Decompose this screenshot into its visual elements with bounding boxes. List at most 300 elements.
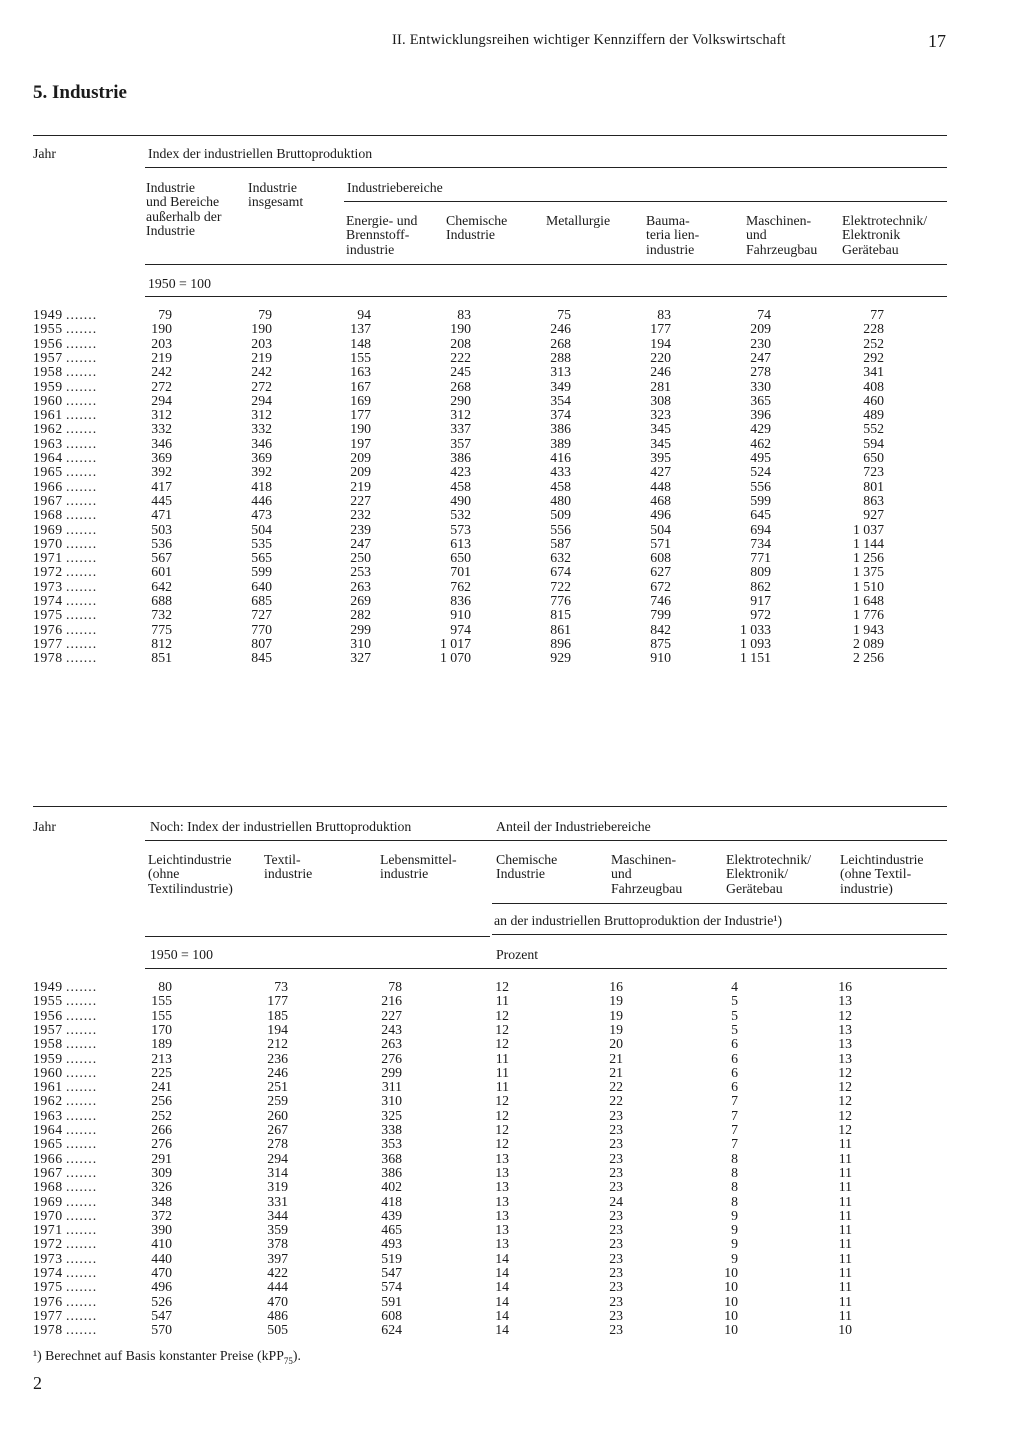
value-cell: 346: [251, 435, 272, 451]
value-cell: 219: [350, 478, 371, 494]
value-cell: 12: [838, 1079, 852, 1095]
value-cell: 189: [151, 1036, 172, 1052]
value-cell: 230: [750, 335, 771, 351]
value-cell: 624: [381, 1322, 402, 1338]
value-cell: 203: [151, 335, 172, 351]
value-cell: 194: [650, 335, 671, 351]
value-cell: 12: [838, 1107, 852, 1123]
value-cell: 11: [838, 1236, 852, 1252]
value-cell: 23: [609, 1279, 623, 1295]
table1-col-baumaterial: Bauma- teria lien- industrie: [646, 213, 700, 257]
leader-dots: .......: [66, 1279, 98, 1295]
value-cell: 11: [838, 1207, 852, 1223]
value-cell: 389: [550, 435, 571, 451]
value-cell: 299: [381, 1064, 402, 1080]
leader-dots: .......: [66, 450, 98, 465]
leader-dots: .......: [66, 1179, 98, 1195]
value-cell: 547: [151, 1307, 172, 1323]
table1-row: [0, 494, 1024, 508]
value-cell: 232: [350, 507, 371, 523]
value-cell: 910: [450, 607, 471, 623]
value-cell: 722: [550, 578, 571, 594]
value-cell: 272: [151, 378, 172, 394]
value-cell: 5: [731, 1021, 738, 1037]
value-cell: 291: [151, 1150, 172, 1166]
value-cell: 13: [495, 1150, 509, 1166]
value-cell: 219: [251, 349, 272, 365]
value-cell: 1 943: [852, 621, 884, 637]
table1-unit-rule: [145, 296, 947, 297]
table2-row: [0, 1280, 1024, 1294]
value-cell: 354: [550, 392, 571, 408]
value-cell: 1 144: [852, 535, 884, 551]
value-cell: 440: [151, 1250, 172, 1266]
footnote: [33, 1348, 301, 1366]
year-cell: 1955: [33, 993, 63, 1009]
leader-dots: .......: [66, 1193, 98, 1209]
page-number: 17: [928, 31, 946, 51]
table2-row: [0, 980, 1024, 994]
footnote-text: ¹) Berechnet auf Basis konstanter Preise (kPP: [33, 1348, 284, 1363]
value-cell: 208: [450, 335, 471, 351]
value-cell: 465: [381, 1222, 402, 1238]
year-cell: 1970: [33, 1207, 63, 1223]
value-cell: 23: [609, 1122, 623, 1137]
value-cell: 1 037: [852, 521, 884, 537]
value-cell: 672: [650, 578, 671, 594]
value-cell: 11: [838, 1279, 852, 1295]
leader-dots: .......: [66, 421, 98, 437]
value-cell: 851: [151, 650, 172, 666]
year-cell: 1967: [33, 492, 63, 508]
value-cell: 565: [251, 550, 272, 566]
value-cell: 9: [731, 1250, 738, 1266]
table2-group-left-title: Noch: Index der industriellen Bruttoproduktion: [150, 819, 412, 834]
value-cell: 1 256: [852, 550, 884, 566]
value-cell: 326: [151, 1179, 172, 1195]
value-cell: 219: [151, 349, 172, 365]
table2-row: [0, 1023, 1024, 1037]
value-cell: 486: [267, 1307, 288, 1323]
leader-dots: .......: [66, 993, 98, 1009]
table2-col-leichtindustrie-anteil: Leichtindustrie (ohne Textil- industrie): [840, 852, 924, 896]
value-cell: 861: [550, 621, 571, 637]
table1-group-rule: [145, 167, 947, 168]
value-cell: 505: [267, 1322, 288, 1338]
leader-dots: .......: [66, 1150, 98, 1166]
year-cell: 1958: [33, 364, 63, 380]
year-cell: 1957: [33, 349, 63, 365]
value-cell: 567: [151, 550, 172, 566]
year-cell: 1965: [33, 1136, 63, 1152]
value-cell: 694: [750, 521, 771, 537]
value-cell: 23: [609, 1222, 623, 1238]
year-cell: 1966: [33, 1150, 63, 1166]
table1-col-metallurgie: Metallurgie: [546, 213, 611, 228]
table2-row: [0, 1323, 1024, 1337]
value-cell: 220: [650, 349, 671, 365]
value-cell: 519: [381, 1250, 402, 1266]
table1-row: [0, 408, 1024, 422]
value-cell: 13: [838, 993, 852, 1009]
value-cell: 23: [609, 1236, 623, 1252]
leader-dots: .......: [66, 521, 98, 537]
value-cell: 83: [657, 307, 671, 322]
value-cell: 480: [550, 492, 571, 508]
value-cell: 493: [381, 1236, 402, 1252]
year-cell: 1970: [33, 535, 63, 551]
value-cell: 16: [609, 979, 623, 994]
value-cell: 9: [731, 1236, 738, 1252]
value-cell: 746: [650, 593, 671, 608]
table1-subgroup-title: Industriebereiche: [347, 180, 443, 195]
value-cell: 369: [251, 450, 272, 465]
value-cell: 556: [550, 521, 571, 537]
leader-dots: .......: [66, 478, 98, 494]
value-cell: 79: [158, 307, 172, 322]
value-cell: 209: [350, 450, 371, 465]
value-cell: 247: [750, 349, 771, 365]
value-cell: 190: [350, 421, 371, 437]
value-cell: 896: [550, 635, 571, 651]
value-cell: 278: [267, 1136, 288, 1152]
value-cell: 209: [750, 321, 771, 337]
leader-dots: .......: [66, 1207, 98, 1223]
value-cell: 734: [750, 535, 771, 551]
table2-row: [0, 1309, 1024, 1323]
leader-dots: .......: [66, 578, 98, 594]
value-cell: 801: [863, 478, 884, 494]
value-cell: 416: [550, 450, 571, 465]
value-cell: 524: [750, 464, 771, 480]
leader-dots: .......: [66, 1222, 98, 1238]
leader-dots: .......: [66, 1093, 98, 1109]
year-cell: 1968: [33, 1179, 63, 1195]
value-cell: 10: [724, 1293, 738, 1309]
value-cell: 163: [350, 364, 371, 380]
value-cell: 79: [258, 307, 272, 322]
year-cell: 1975: [33, 1279, 63, 1295]
leader-dots: .......: [66, 1293, 98, 1309]
value-cell: 1 151: [739, 650, 771, 666]
value-cell: 197: [350, 435, 371, 451]
value-cell: 276: [381, 1050, 402, 1066]
value-cell: 14: [495, 1250, 509, 1266]
value-cell: 468: [650, 492, 671, 508]
value-cell: 344: [267, 1207, 288, 1223]
value-cell: 2 089: [852, 635, 884, 651]
table2-row: [0, 1152, 1024, 1166]
value-cell: 11: [838, 1265, 852, 1280]
value-cell: 771: [750, 550, 771, 566]
table1-row: [0, 594, 1024, 608]
value-cell: 349: [550, 378, 571, 394]
value-cell: 246: [267, 1064, 288, 1080]
value-cell: 10: [724, 1307, 738, 1323]
value-cell: 608: [381, 1307, 402, 1323]
year-cell: 1971: [33, 550, 63, 566]
value-cell: 330: [750, 378, 771, 394]
value-cell: 227: [350, 492, 371, 508]
table2-row: [0, 1223, 1024, 1237]
value-cell: 203: [251, 335, 272, 351]
value-cell: 190: [151, 321, 172, 337]
leader-dots: .......: [66, 593, 98, 608]
year-cell: 1964: [33, 450, 63, 465]
footnote-end: ).: [292, 1348, 301, 1363]
leader-dots: .......: [66, 1050, 98, 1066]
value-cell: 392: [251, 464, 272, 480]
value-cell: 650: [863, 450, 884, 465]
value-cell: 489: [863, 407, 884, 423]
value-cell: 11: [838, 1136, 852, 1152]
year-cell: 1976: [33, 621, 63, 637]
value-cell: 23: [609, 1307, 623, 1323]
year-cell: 1974: [33, 1265, 63, 1280]
year-cell: 1956: [33, 335, 63, 351]
value-cell: 608: [650, 550, 671, 566]
value-cell: 323: [650, 407, 671, 423]
table1-row: [0, 308, 1024, 322]
year-cell: 1961: [33, 1079, 63, 1095]
leader-dots: .......: [66, 1064, 98, 1080]
value-cell: 177: [650, 321, 671, 337]
leader-dots: .......: [66, 1021, 98, 1037]
value-cell: 12: [838, 1093, 852, 1109]
value-cell: 496: [151, 1279, 172, 1295]
value-cell: 327: [350, 650, 371, 666]
value-cell: 1 093: [739, 635, 771, 651]
value-cell: 23: [609, 1322, 623, 1338]
value-cell: 410: [151, 1236, 172, 1252]
value-cell: 299: [350, 621, 371, 637]
value-cell: 10: [724, 1265, 738, 1280]
year-cell: 1957: [33, 1021, 63, 1037]
value-cell: 1 070: [439, 650, 471, 666]
table2-group-rule: [145, 840, 947, 841]
value-cell: 177: [267, 993, 288, 1009]
table1-row: [0, 422, 1024, 436]
value-cell: 268: [450, 378, 471, 394]
value-cell: 972: [750, 607, 771, 623]
value-cell: 12: [495, 1136, 509, 1152]
year-cell: 1972: [33, 1236, 63, 1252]
value-cell: 685: [251, 593, 272, 608]
value-cell: 12: [838, 1122, 852, 1137]
value-cell: 227: [381, 1007, 402, 1023]
year-cell: 1977: [33, 635, 63, 651]
value-cell: 13: [495, 1236, 509, 1252]
table1-header-rule: [145, 264, 947, 265]
table2-unit-right: Prozent: [496, 947, 539, 962]
footnote-subscript: 75: [283, 1355, 293, 1366]
value-cell: 13: [495, 1193, 509, 1209]
table1-row: [0, 580, 1024, 594]
table1-year-header: Jahr: [33, 146, 56, 161]
year-cell: 1960: [33, 1064, 63, 1080]
value-cell: 239: [350, 521, 371, 537]
value-cell: 216: [381, 993, 402, 1009]
value-cell: 20: [609, 1036, 623, 1052]
value-cell: 386: [450, 450, 471, 465]
value-cell: 177: [350, 407, 371, 423]
value-cell: 12: [495, 1107, 509, 1123]
value-cell: 552: [863, 421, 884, 437]
year-cell: 1955: [33, 321, 63, 337]
value-cell: 422: [267, 1265, 288, 1280]
value-cell: 246: [550, 321, 571, 337]
table2-col-leichtindustrie: Leichtindustrie (ohne Textilindustrie): [148, 852, 233, 896]
table1-row: [0, 465, 1024, 479]
value-cell: 390: [151, 1222, 172, 1238]
table2-col-lebensmittel: Lebensmittel- industrie: [380, 852, 457, 882]
year-cell: 1978: [33, 1322, 63, 1338]
value-cell: 910: [650, 650, 671, 666]
value-cell: 185: [267, 1007, 288, 1023]
leader-dots: .......: [66, 979, 98, 994]
year-cell: 1978: [33, 650, 63, 666]
value-cell: 19: [609, 993, 623, 1009]
value-cell: 23: [609, 1179, 623, 1195]
value-cell: 13: [495, 1164, 509, 1180]
value-cell: 701: [450, 564, 471, 580]
value-cell: 245: [450, 364, 471, 380]
value-cell: 14: [495, 1279, 509, 1295]
leader-dots: .......: [66, 621, 98, 637]
value-cell: 155: [151, 993, 172, 1009]
table2-row: [0, 1137, 1024, 1151]
value-cell: 357: [450, 435, 471, 451]
value-cell: 263: [350, 578, 371, 594]
value-cell: 12: [495, 1093, 509, 1109]
table1-row: [0, 351, 1024, 365]
table2-unit-left: 1950 = 100: [150, 947, 213, 962]
table2-row: [0, 1195, 1024, 1209]
value-cell: 308: [650, 392, 671, 408]
value-cell: 427: [650, 464, 671, 480]
leader-dots: .......: [66, 635, 98, 651]
value-cell: 169: [350, 392, 371, 408]
value-cell: 1 648: [852, 593, 884, 608]
value-cell: 155: [350, 349, 371, 365]
value-cell: 446: [251, 492, 272, 508]
leader-dots: .......: [66, 1164, 98, 1180]
value-cell: 1 510: [852, 578, 884, 594]
year-cell: 1964: [33, 1122, 63, 1137]
value-cell: 601: [151, 564, 172, 580]
value-cell: 314: [267, 1164, 288, 1180]
table1-col-energie: Energie- und Brennstoff- industrie: [346, 213, 418, 257]
table2-right-sub-rule: [492, 903, 947, 904]
value-cell: 73: [274, 979, 288, 994]
value-cell: 12: [838, 1064, 852, 1080]
value-cell: 650: [450, 550, 471, 566]
year-cell: 1956: [33, 1007, 63, 1023]
value-cell: 80: [158, 979, 172, 994]
value-cell: 503: [151, 521, 172, 537]
value-cell: 272: [251, 378, 272, 394]
value-cell: 190: [450, 321, 471, 337]
value-cell: 292: [863, 349, 884, 365]
table2-row: [0, 1080, 1024, 1094]
table2-top-rule: [33, 806, 947, 807]
table2-row: [0, 1166, 1024, 1180]
value-cell: 319: [267, 1179, 288, 1195]
leader-dots: .......: [66, 435, 98, 451]
value-cell: 12: [495, 979, 509, 994]
value-cell: 23: [609, 1136, 623, 1152]
value-cell: 253: [350, 564, 371, 580]
value-cell: 23: [609, 1150, 623, 1166]
value-cell: 10: [724, 1279, 738, 1295]
table2-row: [0, 1094, 1024, 1108]
table1-subgroup-rule: [344, 201, 947, 202]
value-cell: 7: [731, 1093, 738, 1109]
value-cell: 252: [863, 335, 884, 351]
value-cell: 23: [609, 1107, 623, 1123]
table1-group-title: Index der industriellen Bruttoproduktion: [148, 146, 373, 161]
value-cell: 337: [450, 421, 471, 437]
year-cell: 1963: [33, 435, 63, 451]
value-cell: 627: [650, 564, 671, 580]
value-cell: 470: [151, 1265, 172, 1280]
year-cell: 1971: [33, 1222, 63, 1238]
value-cell: 842: [650, 621, 671, 637]
value-cell: 632: [550, 550, 571, 566]
table1-row: [0, 551, 1024, 565]
table1-col-elektrotechnik: Elektrotechnik/ Elektronik Gerätebau: [842, 213, 928, 257]
table1-row: [0, 451, 1024, 465]
value-cell: 242: [251, 364, 272, 380]
value-cell: 594: [863, 435, 884, 451]
value-cell: 591: [381, 1293, 402, 1309]
value-cell: 875: [650, 635, 671, 651]
value-cell: 294: [151, 392, 172, 408]
table2-row: [0, 994, 1024, 1008]
value-cell: 372: [151, 1207, 172, 1223]
leader-dots: .......: [66, 564, 98, 580]
value-cell: 11: [838, 1307, 852, 1323]
value-cell: 12: [495, 1021, 509, 1037]
value-cell: 369: [151, 450, 172, 465]
leader-dots: .......: [66, 364, 98, 380]
value-cell: 278: [750, 364, 771, 380]
value-cell: 570: [151, 1322, 172, 1338]
table1-row: [0, 565, 1024, 579]
value-cell: 137: [350, 321, 371, 337]
value-cell: 473: [251, 507, 272, 523]
value-cell: 815: [550, 607, 571, 623]
value-cell: 11: [838, 1222, 852, 1238]
leader-dots: .......: [66, 1079, 98, 1095]
leader-dots: .......: [66, 1322, 98, 1338]
value-cell: 509: [550, 507, 571, 523]
value-cell: 10: [724, 1322, 738, 1338]
value-cell: 433: [550, 464, 571, 480]
value-cell: 236: [267, 1050, 288, 1066]
value-cell: 11: [838, 1164, 852, 1180]
value-cell: 9: [731, 1222, 738, 1238]
value-cell: 613: [450, 535, 471, 551]
value-cell: 222: [450, 349, 471, 365]
value-cell: 378: [267, 1236, 288, 1252]
table1-unit-label: 1950 = 100: [148, 276, 211, 291]
table1-row: [0, 508, 1024, 522]
year-cell: 1973: [33, 578, 63, 594]
table2-row: [0, 1237, 1024, 1251]
value-cell: 74: [757, 307, 771, 322]
value-cell: 6: [731, 1036, 738, 1052]
